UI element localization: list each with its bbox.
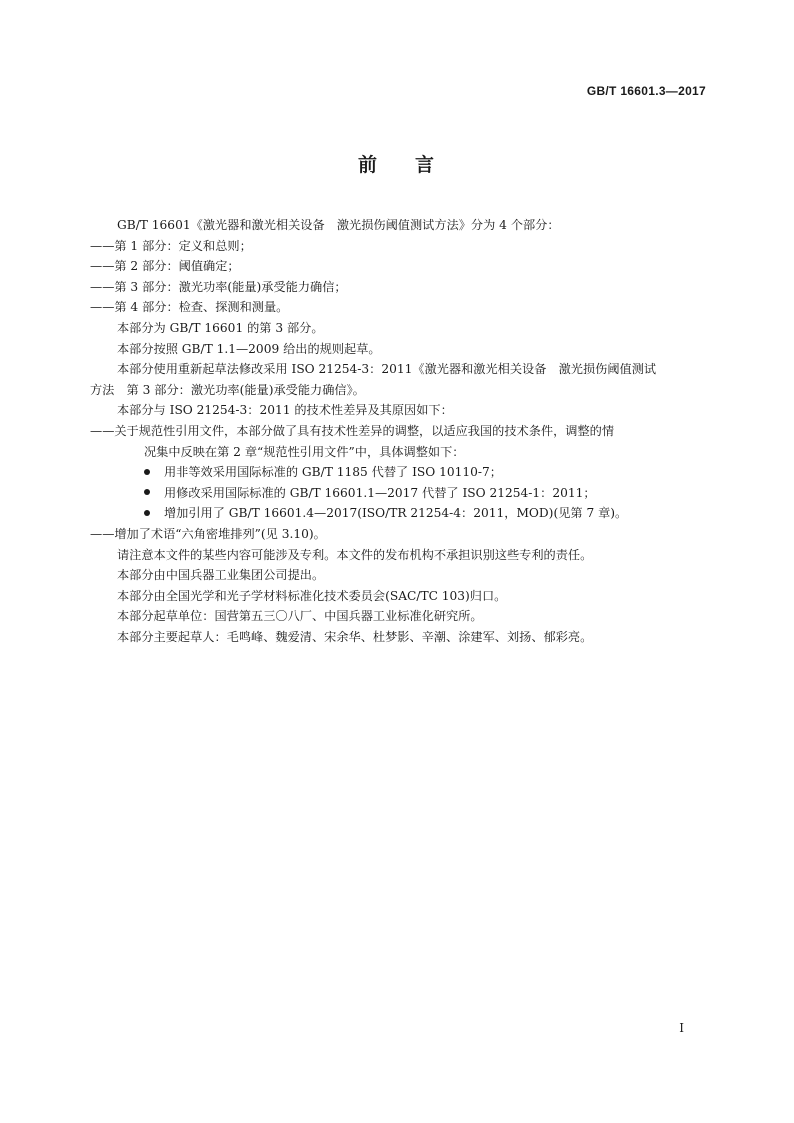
bullet-icon — [144, 489, 150, 495]
paragraph-adoption-line2: 方法 第 3 部分：激光功率(能量)承受能力确信》。 — [90, 382, 365, 397]
bullet-text: 增加引用了 GB/T 16601.4—2017(ISO/TR 21254-4：2011，MOD)(见第 7 章)。 — [164, 506, 628, 521]
title-char-2: 言 — [415, 154, 437, 176]
bullet-item-3 — [90, 503, 706, 524]
paragraph-committee: 本部分由全国光学和光子学材料标准化技术委员会(SAC/TC 103)归口。 — [117, 588, 507, 603]
bullet-item-2 — [90, 483, 706, 504]
list-item-references-line1: ——关于规范性引用文件，本部分做了具有技术性差异的调整，以适应我国的技术条件，调整的情 — [90, 423, 615, 438]
paragraph-drafters: 本部分主要起草人：毛鸣峰、魏爱清、宋余华、杜梦影、辛潮、涂建军、刘扬、郁彩亮。 — [117, 629, 593, 644]
paragraph-drafting-units: 本部分起草单位：国营第五三〇八厂、中国兵器工业标准化研究所。 — [117, 609, 483, 624]
page-number: I — [679, 1021, 684, 1035]
list-item-part4: ——第 4 部分：检查、探测和测量。 — [90, 300, 289, 315]
paragraph-differences: 本部分与 ISO 21254-3：2011 的技术性差异及其原因如下： — [117, 403, 453, 418]
list-item-part3: ——第 3 部分：激光功率(能量)承受能力确信； — [90, 279, 347, 294]
bullet-icon — [144, 469, 150, 475]
list-item-term: ——增加了术语“六角密堆排列”(见 3.10)。 — [90, 526, 326, 541]
list-item-part2: ——第 2 部分：阈值确定； — [90, 259, 240, 274]
page-title — [0, 150, 794, 177]
foreword-body — [90, 215, 706, 647]
bullet-icon — [144, 510, 150, 516]
bullet-text: 用修改采用国际标准的 GB/T 16601.1—2017 代替了 ISO 21254-1：2011； — [164, 485, 596, 500]
title-char-1: 前 — [357, 154, 379, 176]
paragraph-part-statement: 本部分为 GB/T 16601 的第 3 部分。 — [117, 320, 324, 335]
list-item-part1: ——第 1 部分：定义和总则； — [90, 238, 252, 253]
paragraph-adoption-line1: 本部分使用重新起草法修改采用 ISO 21254-3：2011《激光器和激光相关设备 激光损伤阈值测试 — [117, 362, 657, 377]
paragraph-intro: GB/T 16601《激光器和激光相关设备 激光损伤阈值测试方法》分为 4 个部分： — [117, 218, 560, 232]
list-item-references-line2: 况集中反映在第 2 章“规范性引用文件”中，具体调整如下： — [144, 444, 465, 459]
standard-number: GB/T 16601.3—2017 — [586, 84, 706, 98]
paragraph-proposer: 本部分由中国兵器工业集团公司提出。 — [117, 568, 325, 583]
bullet-item-1 — [90, 462, 706, 483]
paragraph-drafting-rules: 本部分按照 GB/T 1.1—2009 给出的规则起草。 — [117, 341, 381, 356]
bullet-text: 用非等效采用国际标准的 GB/T 1185 代替了 ISO 10110-7； — [164, 465, 502, 480]
paragraph-patent-notice: 请注意本文件的某些内容可能涉及专利。本文件的发布机构不承担识别这些专利的责任。 — [117, 547, 593, 562]
